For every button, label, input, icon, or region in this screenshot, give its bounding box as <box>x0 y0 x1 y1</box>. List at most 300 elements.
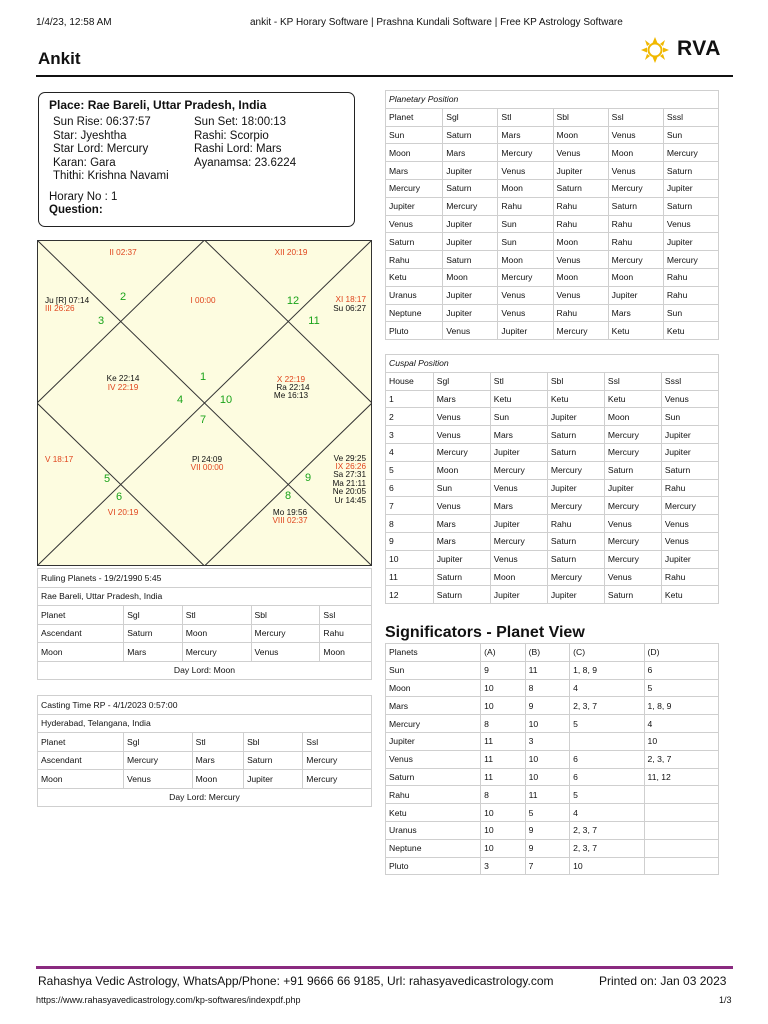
table-cell: Jupiter <box>663 179 718 197</box>
table-cell: Venus <box>498 286 553 304</box>
table-cell: Mercury <box>604 497 661 515</box>
table-cell: Mercury <box>182 643 251 662</box>
table-cell: 10 <box>481 821 525 839</box>
footer-rule <box>36 966 733 969</box>
table-cell: 10 <box>525 768 569 786</box>
day-lord-row <box>38 788 372 807</box>
table-cell: 10 <box>481 839 525 857</box>
house-4-sign: 4 <box>176 394 184 406</box>
horary-number: Horary No : 1 <box>49 190 118 203</box>
table-cell: Saturn <box>604 461 661 479</box>
table-cell: Jupiter <box>604 479 661 497</box>
star: Star: Jyeshtha <box>53 129 127 142</box>
table-cell: Saturn <box>553 179 608 197</box>
table-cell: Sun <box>386 661 481 679</box>
table-cell: 8 <box>481 715 525 733</box>
column-header: Sbl <box>251 606 320 625</box>
house-8-sign: 8 <box>284 490 292 502</box>
column-header: Sssl <box>663 108 718 126</box>
table-cell: 8 <box>386 515 434 533</box>
cusp-11-label: XI 18:17 <box>335 295 366 304</box>
rashi-lord: Rashi Lord: Mars <box>194 143 282 155</box>
table-cell: 5 <box>525 804 569 822</box>
header-row <box>386 108 719 126</box>
planet-row <box>386 233 719 251</box>
table-cell: Mars <box>433 390 490 408</box>
table-cell: Sun <box>433 479 490 497</box>
table-cell: Mars <box>433 532 490 550</box>
table-cell: Ketu <box>663 322 718 340</box>
cuspal-position-table <box>385 354 719 604</box>
table-cell: Venus <box>443 322 498 340</box>
planet-saturn: Sa 27:31 <box>333 470 366 479</box>
question-label: Question: <box>49 203 103 216</box>
significator-row <box>386 857 719 875</box>
significator-row <box>386 661 719 679</box>
ruling-planet-row <box>38 624 372 643</box>
table-cell: Jupiter <box>244 770 303 789</box>
table-cell: Rahu <box>608 215 663 233</box>
planetary-position-section <box>385 90 719 340</box>
table-cell: Moon <box>490 568 547 586</box>
table-cell: Jupiter <box>663 233 718 251</box>
cusp-3-label: III 26:26 <box>45 304 75 313</box>
table-cell: Mercury <box>663 144 718 162</box>
table-cell: Ketu <box>608 322 663 340</box>
casting-time-place: Hyderabad, Telangana, India <box>38 714 372 733</box>
table-cell: Sun <box>663 304 718 322</box>
table-cell <box>644 839 718 857</box>
significators-section <box>385 643 719 875</box>
table-cell: 5 <box>644 679 718 697</box>
table-cell: Mercury <box>498 144 553 162</box>
table-cell: Saturn <box>244 751 303 770</box>
day-lord: Day Lord: Moon <box>38 661 372 680</box>
table-cell: 10 <box>570 857 644 875</box>
ruling-planets-section <box>37 568 372 680</box>
cusp-row <box>386 497 719 515</box>
column-header: Sgl <box>433 372 490 390</box>
table-cell: Rahu <box>553 215 608 233</box>
table-cell: Rahu <box>608 233 663 251</box>
table-cell: 4 <box>644 715 718 733</box>
table-cell: Sun <box>490 408 547 426</box>
significator-row <box>386 786 719 804</box>
table-cell: 11 <box>481 768 525 786</box>
column-header: (C) <box>570 644 644 662</box>
table-cell: Mercury <box>553 322 608 340</box>
table-cell <box>644 786 718 804</box>
planet-uranus: Ur 14:45 <box>334 496 366 505</box>
planet-row <box>386 304 719 322</box>
table-cell: Mercury <box>386 179 443 197</box>
sun-rise: Sun Rise: 06:37:57 <box>53 116 151 128</box>
column-header: Planet <box>38 733 124 752</box>
table-cell: Jupiter <box>443 304 498 322</box>
table-cell: Mars <box>386 697 481 715</box>
cusp-row <box>386 532 719 550</box>
table-cell: Jupiter <box>386 197 443 215</box>
table-cell: Ketu <box>386 804 481 822</box>
table-cell: 10 <box>481 697 525 715</box>
table-cell: Mercury <box>661 497 718 515</box>
sun-set: Sun Set: 18:00:13 <box>194 116 287 128</box>
planet-jupiter: Ju [R] 07:14 <box>45 296 90 305</box>
table-cell: 11 <box>525 786 569 804</box>
column-header: Stl <box>490 372 547 390</box>
table-cell: Rahu <box>553 197 608 215</box>
print-datetime: 1/4/23, 12:58 AM <box>36 17 112 28</box>
table-cell: Mercury <box>490 461 547 479</box>
cusp-4-label: IV 22:19 <box>107 383 139 392</box>
table-cell: Moon <box>553 233 608 251</box>
cusp-9-label: IX 26:26 <box>335 462 366 471</box>
table-cell: Saturn <box>547 550 604 568</box>
table-cell: Mercury <box>604 443 661 461</box>
table-cell: Sun <box>498 215 553 233</box>
table-cell: 6 <box>644 661 718 679</box>
table-cell: Venus <box>433 497 490 515</box>
header-row <box>386 644 719 662</box>
table-cell: 10 <box>525 750 569 768</box>
table-cell: Mercury <box>604 550 661 568</box>
planet-venus: Ve 29:25 <box>333 454 366 463</box>
table-cell: Moon <box>498 251 553 269</box>
table-cell: Sun <box>661 408 718 426</box>
page-number: 1/3 <box>719 995 732 1005</box>
table-cell: Venus <box>661 532 718 550</box>
table-cell: Mercury <box>386 715 481 733</box>
table-cell: Uranus <box>386 821 481 839</box>
ruling-planets-table <box>37 568 372 680</box>
table-cell: Jupiter <box>498 322 553 340</box>
table-cell: 9 <box>525 839 569 857</box>
column-header: Ssl <box>303 733 372 752</box>
table-cell: Moon <box>386 679 481 697</box>
table-cell: Sun <box>663 126 718 144</box>
ruling-planets-title: Ruling Planets - 19/2/1990 5:45 <box>38 569 372 588</box>
cusp-row <box>386 443 719 461</box>
column-header: Sgl <box>123 733 192 752</box>
cusp-row <box>386 568 719 586</box>
table-cell: 2, 3, 7 <box>570 821 644 839</box>
table-cell: Uranus <box>386 286 443 304</box>
table-cell: Pluto <box>386 322 443 340</box>
table-cell: Moon <box>604 408 661 426</box>
significator-row <box>386 732 719 750</box>
casting-planet-row <box>38 751 372 770</box>
table-cell: 2, 3, 7 <box>570 839 644 857</box>
table-cell: Jupiter <box>608 286 663 304</box>
table-cell: 7 <box>525 857 569 875</box>
table-cell <box>570 732 644 750</box>
house-12-sign: 12 <box>286 295 300 307</box>
table-cell: Saturn <box>433 568 490 586</box>
table-cell: Moon <box>38 643 124 662</box>
column-header: Planets <box>386 644 481 662</box>
ayanamsa: Ayanamsa: 23.6224 <box>194 156 297 169</box>
table-cell: Jupiter <box>490 443 547 461</box>
table-cell: Saturn <box>604 586 661 604</box>
table-cell: Saturn <box>547 532 604 550</box>
table-cell: Mercury <box>251 624 320 643</box>
cusp-6-label: VI 20:19 <box>107 508 139 517</box>
table-cell: Mars <box>490 426 547 444</box>
table-cell: Venus <box>608 162 663 180</box>
table-cell <box>644 804 718 822</box>
table-cell: Pluto <box>386 857 481 875</box>
table-cell: Jupiter <box>490 586 547 604</box>
table-cell: Saturn <box>386 768 481 786</box>
cusp-row <box>386 550 719 568</box>
cusp-row <box>386 515 719 533</box>
cusp-row <box>386 479 719 497</box>
table-cell: 11 <box>386 568 434 586</box>
table-cell: 4 <box>570 679 644 697</box>
table-cell: Rahu <box>661 479 718 497</box>
table-cell: Saturn <box>443 251 498 269</box>
significators-table <box>385 643 719 875</box>
table-cell: Ascendant <box>38 751 124 770</box>
table-cell: Mercury <box>663 251 718 269</box>
table-cell <box>644 821 718 839</box>
table-cell: Mars <box>608 304 663 322</box>
table-cell: 5 <box>570 715 644 733</box>
column-header: Planet <box>386 108 443 126</box>
table-cell: Saturn <box>443 179 498 197</box>
cusp-5-label: V 18:17 <box>45 455 74 464</box>
planet-row <box>386 179 719 197</box>
table-cell: 10 <box>644 732 718 750</box>
cuspal-position-caption: Cuspal Position <box>386 355 719 373</box>
table-cell: 6 <box>570 750 644 768</box>
table-cell: Venus <box>251 643 320 662</box>
house-3-sign: 3 <box>97 315 105 327</box>
table-cell: Moon <box>498 179 553 197</box>
table-cell: Venus <box>433 426 490 444</box>
table-cell: 1, 8, 9 <box>644 697 718 715</box>
table-cell: 12 <box>386 586 434 604</box>
planet-row <box>386 251 719 269</box>
table-cell: Rahu <box>386 786 481 804</box>
cusp-row <box>386 586 719 604</box>
table-cell: Rahu <box>553 304 608 322</box>
table-cell: Saturn <box>547 426 604 444</box>
house-7-sign: 7 <box>199 414 207 426</box>
table-cell: 4 <box>570 804 644 822</box>
table-cell: Mercury <box>490 532 547 550</box>
column-header: Stl <box>192 733 243 752</box>
table-cell: Moon <box>320 643 372 662</box>
table-cell: Mars <box>124 643 183 662</box>
planet-sun: Su 06:27 <box>333 304 366 313</box>
house-6-sign: 6 <box>115 491 123 503</box>
planet-row <box>386 215 719 233</box>
cusp-2-label: II 02:37 <box>109 248 137 257</box>
significator-row <box>386 715 719 733</box>
header-row <box>38 606 372 625</box>
table-cell: 5 <box>570 786 644 804</box>
table-cell: 10 <box>481 679 525 697</box>
table-cell: 2, 3, 7 <box>644 750 718 768</box>
ruling-planets-place: Rae Bareli, Uttar Pradesh, India <box>38 587 372 606</box>
table-cell: Venus <box>553 286 608 304</box>
table-cell: Jupiter <box>547 586 604 604</box>
table-cell: 9 <box>386 532 434 550</box>
column-header: Planet <box>38 606 124 625</box>
table-cell: Moon <box>192 770 243 789</box>
sun-logo-icon <box>640 36 670 64</box>
column-header: Sgl <box>443 108 498 126</box>
table-cell: Mars <box>386 162 443 180</box>
column-header: Sbl <box>547 372 604 390</box>
rashi: Rashi: Scorpio <box>194 129 269 142</box>
table-cell: 3 <box>386 426 434 444</box>
house-2-sign: 2 <box>119 291 127 303</box>
table-cell: 10 <box>525 715 569 733</box>
table-cell: Moon <box>433 461 490 479</box>
table-cell: 4 <box>386 443 434 461</box>
table-cell: Saturn <box>608 197 663 215</box>
table-cell: 2, 3, 7 <box>570 697 644 715</box>
header-rule <box>36 75 733 77</box>
table-cell: Ketu <box>490 390 547 408</box>
casting-time-table <box>37 695 372 807</box>
star-lord: Star Lord: Mercury <box>53 143 149 155</box>
footer-contact: Rahashya Vedic Astrology, WhatsApp/Phone: +91 9666 66 9185, Url: rahasyavedicastrology.com <box>38 974 554 988</box>
table-cell: Saturn <box>663 197 718 215</box>
significator-row <box>386 679 719 697</box>
table-cell: Rahu <box>547 515 604 533</box>
significator-row <box>386 750 719 768</box>
column-header: Ssl <box>604 372 661 390</box>
planet-row <box>386 144 719 162</box>
table-cell: Saturn <box>663 162 718 180</box>
table-cell: 7 <box>386 497 434 515</box>
day-lord-row <box>38 661 372 680</box>
planetary-position-table <box>385 90 719 340</box>
table-cell: Jupiter <box>433 550 490 568</box>
planet-row <box>386 126 719 144</box>
table-cell: 9 <box>525 821 569 839</box>
planet-row <box>386 162 719 180</box>
page-title: ankit - KP Horary Software | Prashna Kundali Software | Free KP Astrology Software <box>250 17 623 28</box>
table-cell: Jupiter <box>490 515 547 533</box>
house-1-sign: 1 <box>199 371 207 383</box>
column-header: (B) <box>525 644 569 662</box>
table-cell: Jupiter <box>443 215 498 233</box>
table-cell: Mercury <box>547 568 604 586</box>
table-cell: Mars <box>433 515 490 533</box>
cusp-row <box>386 390 719 408</box>
table-cell: 6 <box>570 768 644 786</box>
table-cell: Venus <box>433 408 490 426</box>
table-cell: Mercury <box>498 268 553 286</box>
table-cell: 2 <box>386 408 434 426</box>
day-lord: Day Lord: Mercury <box>38 788 372 807</box>
casting-time-section <box>37 695 372 807</box>
cusp-10-label: X 22:19 <box>276 375 306 384</box>
table-cell: Mars <box>498 126 553 144</box>
table-cell: Rahu <box>386 251 443 269</box>
horoscope-chart <box>37 240 372 566</box>
significator-row <box>386 839 719 857</box>
table-cell: 11 <box>481 732 525 750</box>
table-cell: Moon <box>553 126 608 144</box>
planet-row <box>386 322 719 340</box>
table-cell: Jupiter <box>661 550 718 568</box>
table-cell: Venus <box>498 304 553 322</box>
table-cell: Mercury <box>303 751 372 770</box>
table-cell <box>644 857 718 875</box>
planet-ketu: Ke 22:14 <box>106 374 140 383</box>
table-cell: 11 <box>525 661 569 679</box>
page-url[interactable]: https://www.rahasyavedicastrology.com/kp-softwares/indexpdf.php <box>36 995 301 1005</box>
table-cell: Moon <box>386 144 443 162</box>
planet-neptune: Ne 20:05 <box>332 487 366 496</box>
table-cell: 1, 8, 9 <box>570 661 644 679</box>
column-header: House <box>386 372 434 390</box>
table-cell: Mercury <box>303 770 372 789</box>
table-cell: Saturn <box>433 586 490 604</box>
planet-row <box>386 197 719 215</box>
table-cell: Mercury <box>547 497 604 515</box>
table-cell: Jupiter <box>661 426 718 444</box>
cuspal-position-section <box>385 354 719 604</box>
table-cell: Jupiter <box>443 162 498 180</box>
column-header: Sbl <box>244 733 303 752</box>
column-header: Stl <box>498 108 553 126</box>
table-cell: Venus <box>386 750 481 768</box>
header-row <box>38 733 372 752</box>
table-cell: Moon <box>553 268 608 286</box>
table-cell: 10 <box>481 804 525 822</box>
significator-row <box>386 821 719 839</box>
table-cell: Mercury <box>547 461 604 479</box>
column-header: Sbl <box>553 108 608 126</box>
table-cell: Mercury <box>604 532 661 550</box>
significator-row <box>386 697 719 715</box>
table-cell: Moon <box>608 144 663 162</box>
column-header: (A) <box>481 644 525 662</box>
significators-title: Significators - Planet View <box>385 624 585 641</box>
table-cell: Venus <box>123 770 192 789</box>
table-cell: Ketu <box>386 268 443 286</box>
table-cell: Mercury <box>608 251 663 269</box>
table-cell: 11 <box>481 750 525 768</box>
header-row <box>386 372 719 390</box>
karan: Karan: Gara <box>53 156 116 169</box>
table-cell: 9 <box>525 697 569 715</box>
table-cell: Moon <box>443 268 498 286</box>
table-cell: Venus <box>661 390 718 408</box>
footer-printed-date: Printed on: Jan 03 2023 <box>599 974 727 988</box>
table-cell: Mars <box>192 751 243 770</box>
column-header: Sgl <box>124 606 183 625</box>
cusp-row <box>386 461 719 479</box>
table-cell: Venus <box>553 251 608 269</box>
table-cell: Moon <box>608 268 663 286</box>
table-cell: Mars <box>443 144 498 162</box>
table-cell: Rahu <box>663 286 718 304</box>
table-cell: Rahu <box>661 568 718 586</box>
table-cell: Jupiter <box>443 286 498 304</box>
table-cell: 5 <box>386 461 434 479</box>
planet-rahu: Ra 22:14 <box>276 383 310 392</box>
casting-planet-row <box>38 770 372 789</box>
planet-mars: Ma 21:11 <box>332 479 366 488</box>
place-title: Place: Rae Bareli, Uttar Pradesh, India <box>49 98 267 112</box>
